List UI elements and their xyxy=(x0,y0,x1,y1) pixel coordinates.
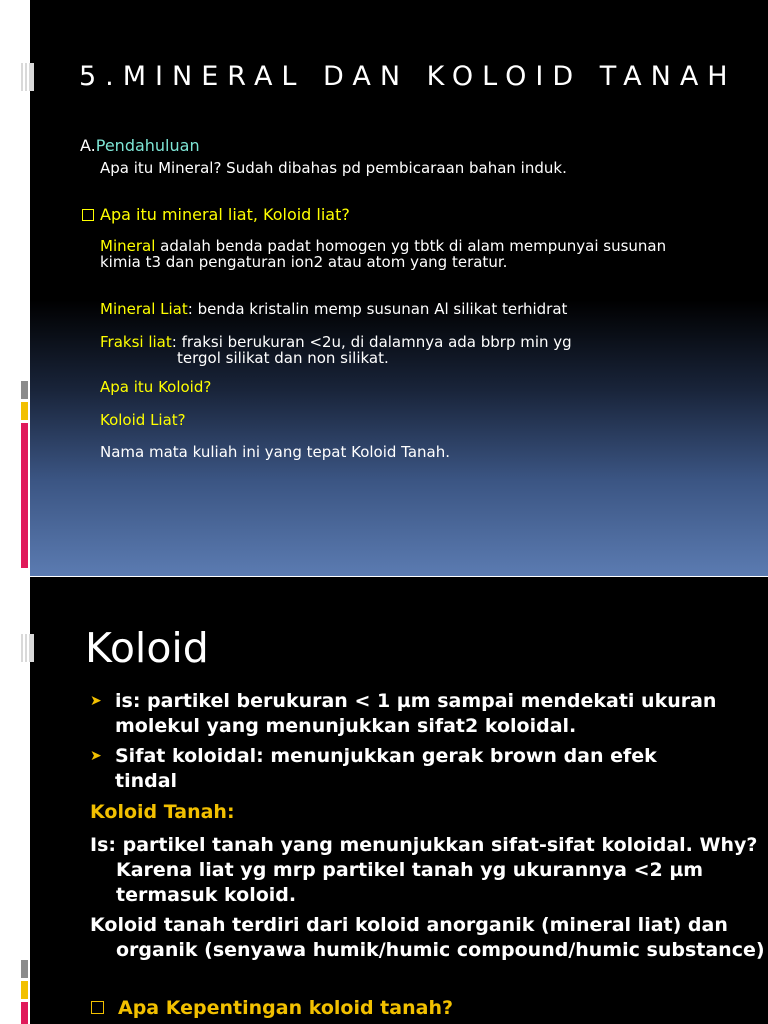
side-accent-marks xyxy=(21,381,28,568)
koloid-question: Apa itu Koloid? xyxy=(100,378,212,396)
koloid-tanah-heading: Koloid Tanah: xyxy=(90,801,235,823)
fraksi-liat-definition xyxy=(100,334,572,350)
mineral-term: Mineral xyxy=(100,237,156,255)
fraksi-def-2: tergol silikat dan non silikat. xyxy=(177,349,389,367)
mineral-liat-term: Mineral Liat xyxy=(100,300,188,318)
slide-title: Koloid xyxy=(85,624,209,672)
bullet-definition-text: is: partikel berukuran < 1 µm sampai mendekati ukuran molekul yang menunjukkan sifat2 koloidal. xyxy=(115,690,717,737)
checkbox-bullet-icon xyxy=(82,209,94,221)
arrow-bullet-icon: ➤ xyxy=(90,748,102,764)
fraksi-def-1: : fraksi berukuran <2u, di dalamnya ada bbrp min yg xyxy=(171,333,572,351)
section-heading xyxy=(80,138,200,154)
fraksi-term: Fraksi liat xyxy=(100,333,172,351)
koloid-tanah-is-paragraph: Is: partikel tanah yang menunjukkan sifat-sifat koloidal. Why? Karena liat yg mrp partikel tanah yg ukurannya <2 µm termasuk koloid. xyxy=(90,834,758,906)
koloid-liat-question: Koloid Liat? xyxy=(100,411,186,429)
intro-text: Apa itu Mineral? Sudah dibahas pd pembicaraan bahan induk. xyxy=(100,159,567,177)
arrow-bullet-icon: ➤ xyxy=(90,693,102,709)
koloid-tanah-components-paragraph: Koloid tanah terdiri dari koloid anorganik (mineral liat) dan organik (senyawa humik/humic compound/humic substance) xyxy=(90,914,765,961)
slide-title: 5.MINERAL DAN KOLOID TANAH xyxy=(79,61,737,92)
decorative-bars-icon xyxy=(21,634,33,662)
mineral-liat-def: : benda kristalin memp susunan Al silikat terhidrat xyxy=(187,300,568,318)
decorative-bars-icon xyxy=(21,63,33,91)
checkbox-bullet-icon xyxy=(91,1001,104,1014)
section-prefix: A. xyxy=(80,136,96,155)
mineral-definition xyxy=(100,238,705,270)
mineral-def: adalah benda padat homogen yg tbtk di alam mempunyai susunan kimia t3 dan pengaturan ion2 atau atom yang teratur. xyxy=(100,237,667,271)
bullet-sifat-text: Sifat koloidal: menunjukkan gerak brown dan efek tindal xyxy=(115,745,657,792)
question-bullet xyxy=(82,205,350,224)
course-name-line: Nama mata kuliah ini yang tepat Koloid Tanah. xyxy=(100,443,451,461)
bullet-definition xyxy=(90,689,725,739)
bullet-sifat xyxy=(90,744,725,794)
section-label: Pendahuluan xyxy=(95,136,200,155)
importance-question xyxy=(91,997,453,1019)
question-text: Apa itu mineral liat, Koloid liat? xyxy=(100,205,350,224)
side-accent-marks xyxy=(21,960,28,1024)
importance-question-text: Apa Kepentingan koloid tanah? xyxy=(118,997,453,1019)
mineral-liat-definition xyxy=(100,301,567,317)
